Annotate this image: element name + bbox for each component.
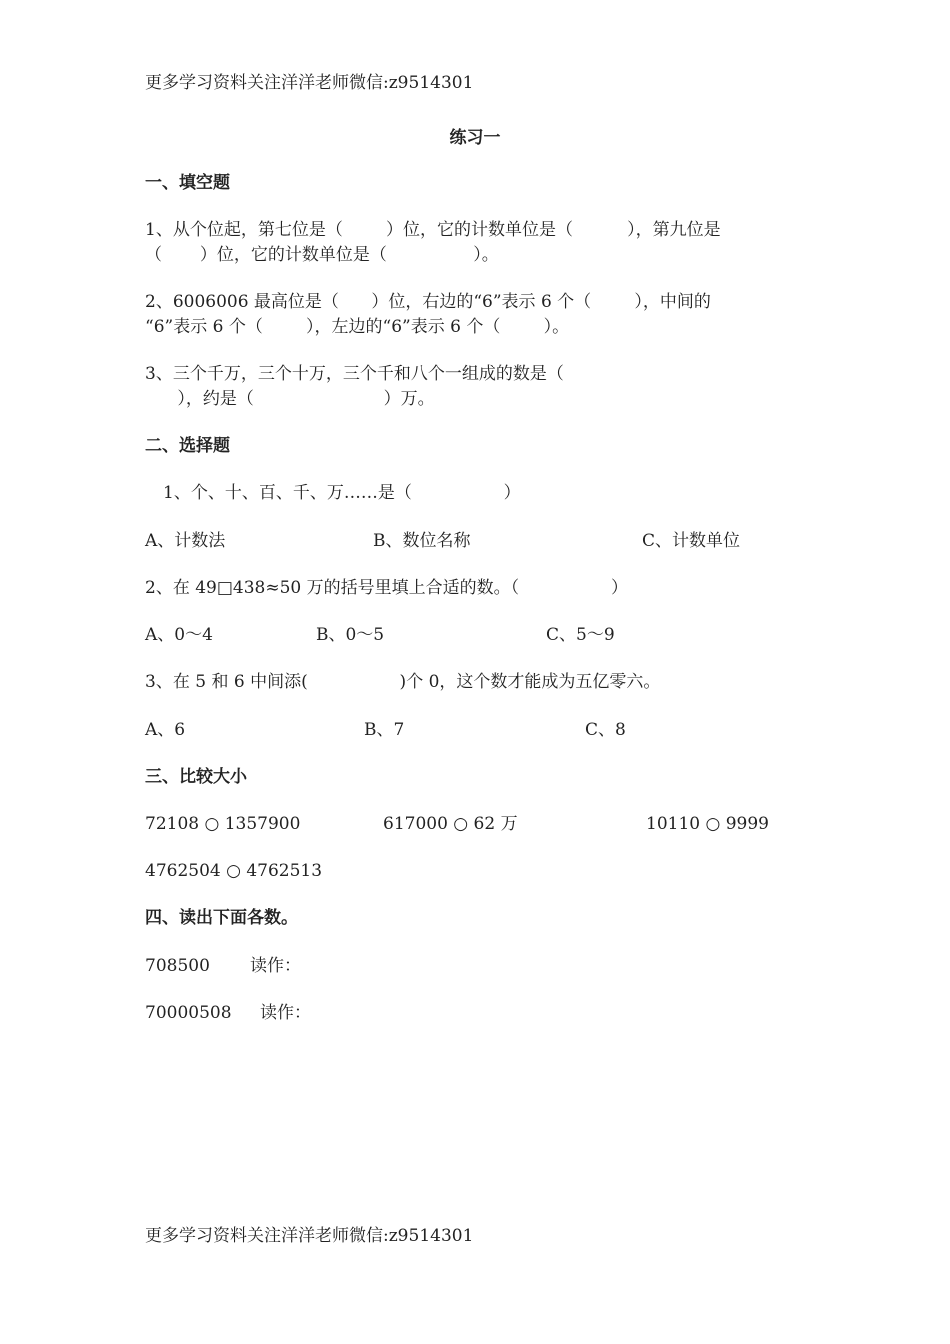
read-label-2: 读作： xyxy=(260,1003,311,1023)
choice-1-option-a: A、计数法 xyxy=(145,531,226,551)
section-heading-compare: 三、比较大小 xyxy=(145,767,247,787)
page-header: 更多学习资料关注洋洋老师微信:z9514301 xyxy=(145,73,474,93)
choice-question-1: 1、个、十、百、千、万……是（ ） xyxy=(163,483,521,503)
question-1-line-2: （ ）位，它的计数单位是（ ）。 xyxy=(145,245,499,265)
choice-2-option-a: A、0～4 xyxy=(145,625,213,645)
choice-3-option-a: A、6 xyxy=(145,720,186,740)
question-3-line-2: ），约是（ ）万。 xyxy=(145,389,435,409)
choice-3-option-b: B、7 xyxy=(364,720,405,740)
read-number-2: 70000508 xyxy=(145,1003,232,1023)
compare-item-4: 4762504 ○ 4762513 xyxy=(145,861,323,881)
page-title: 练习一 xyxy=(449,128,501,148)
question-3-line-1: 3、三个千万，三个十万，三个千和八个一组成的数是（ xyxy=(145,364,564,384)
section-heading-read: 四、读出下面各数。 xyxy=(145,908,298,928)
choice-2-option-b: B、0～5 xyxy=(316,625,385,645)
question-2-line-1: 2、6006006 最高位是（ ）位，右边的“6”表示 6 个（ ），中间的 xyxy=(145,292,711,312)
page-footer: 更多学习资料关注洋洋老师微信:z9514301 xyxy=(145,1226,474,1246)
compare-item-3: 10110 ○ 9999 xyxy=(646,814,769,834)
question-1-line-1: 1、从个位起，第七位是（ ）位，它的计数单位是（ ），第九位是 xyxy=(145,220,721,240)
question-2-line-2: “6”表示 6 个（ ），左边的“6”表示 6 个（ ）。 xyxy=(145,317,570,337)
compare-item-1: 72108 ○ 1357900 xyxy=(145,814,301,834)
choice-3-option-c: C、8 xyxy=(585,720,626,740)
choice-1-option-b: B、数位名称 xyxy=(373,531,471,551)
choice-question-3: 3、在 5 和 6 中间添( )个 0，这个数才能成为五亿零六。 xyxy=(145,672,661,692)
choice-1-option-c: C、计数单位 xyxy=(642,531,741,551)
section-heading-choice: 二、选择题 xyxy=(145,436,230,456)
choice-2-option-c: C、5～9 xyxy=(546,625,615,645)
section-heading-fill-in: 一、填空题 xyxy=(145,173,230,193)
read-number-1: 708500 xyxy=(145,956,210,976)
choice-question-2: 2、在 49□438≈50 万的括号里填上合适的数。（ ） xyxy=(145,578,629,598)
read-label-1: 读作： xyxy=(250,956,301,976)
compare-item-2: 617000 ○ 62 万 xyxy=(383,814,518,834)
